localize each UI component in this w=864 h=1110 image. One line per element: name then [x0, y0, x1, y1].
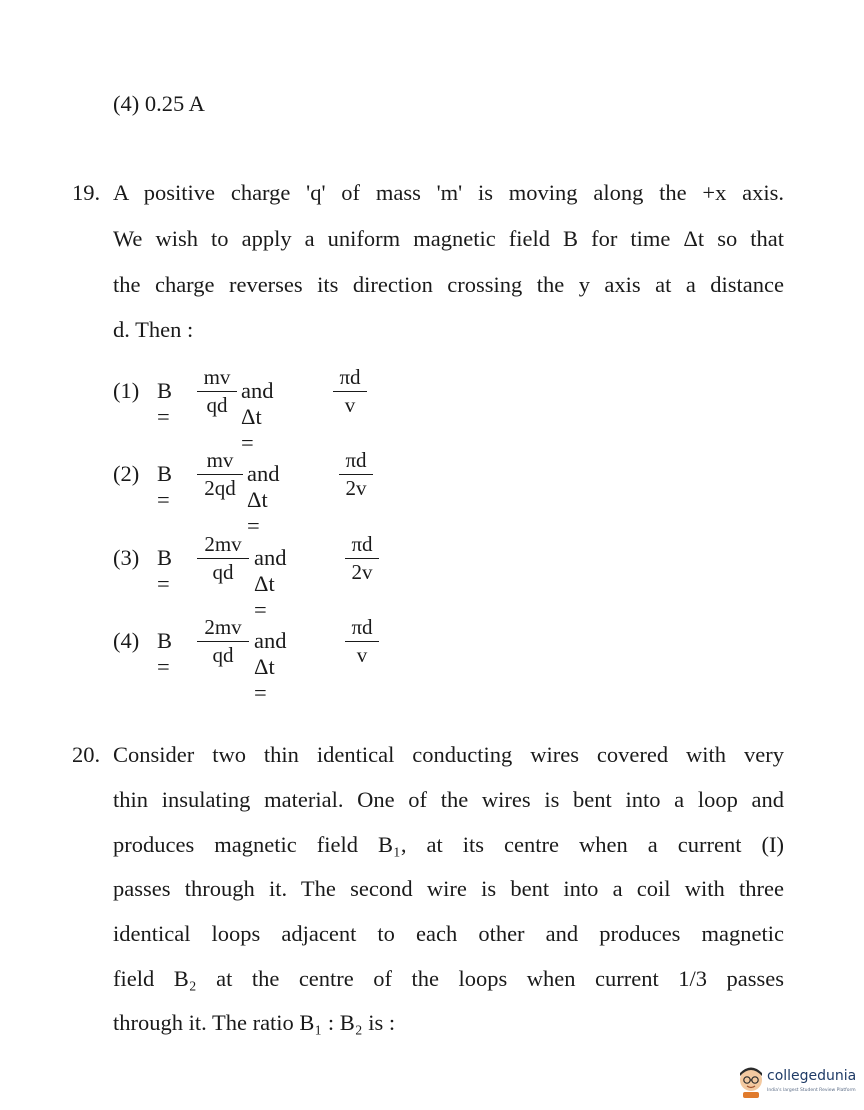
b-fraction: $\frac{2mv}{qd}$ — [197, 614, 249, 669]
and-delta-t: and Δt = — [241, 378, 274, 455]
option-label: (2) — [113, 461, 140, 486]
b-fraction: $\frac{mv}{qd}$ — [197, 364, 237, 419]
question-20-line-3: produces magnetic field B₁, at its centre when a current (I) — [113, 832, 784, 857]
question-20-line-6: field B₂ at the centre of the loops when current 1/3 passes — [113, 966, 784, 991]
collegedunia-logo — [736, 1062, 856, 1102]
b-equals: B = — [157, 628, 173, 679]
and-delta-t: and Δt = — [254, 545, 287, 622]
option-label: (1) — [113, 378, 140, 403]
question-19-line-2: We wish to apply a uniform magnetic field B for time Δt so that — [113, 226, 784, 251]
question-20-line-7: through it. The ratio B₁ : B₂ is : — [113, 1010, 396, 1035]
question-19-line-3: the charge reverses its direction crossing the y axis at a distance — [113, 272, 784, 297]
mascot-icon — [736, 1064, 766, 1098]
question-20-line-4: passes through it. The second wire is bent into a coil with three — [113, 876, 784, 901]
t-fraction: $\frac{\pi d}{v}$ — [333, 364, 367, 419]
logo-brand-text: collegedunia — [767, 1068, 857, 1084]
b-equals: B = — [157, 461, 173, 512]
and-delta-t: and Δt = — [247, 461, 280, 538]
t-fraction: $\frac{\pi d}{2v}$ — [339, 447, 373, 502]
question-19-number: 19. — [72, 180, 101, 205]
b-equals: B = — [157, 545, 173, 596]
logo-tagline: India's largest Student Review Platform — [767, 1088, 856, 1093]
question-19-line-1: A positive charge 'q' of mass 'm' is moving along the +x axis. — [113, 180, 784, 205]
question-20-line-2: thin insulating material. One of the wires is bent into a loop and — [113, 787, 784, 812]
b-fraction: $\frac{2mv}{qd}$ — [197, 531, 249, 586]
t-fraction: $\frac{\pi d}{2v}$ — [345, 531, 379, 586]
question-20-line-1: Consider two thin identical conducting wires covered with very — [113, 742, 784, 767]
question-20-line-5: identical loops adjacent to each other and produces magnetic — [113, 921, 784, 946]
option-label: (4) — [113, 628, 140, 653]
question-19-line-4: d. Then : — [113, 317, 194, 342]
t-fraction: $\frac{\pi d}{v}$ — [345, 614, 379, 669]
and-delta-t: and Δt = — [254, 628, 287, 705]
question-20-number: 20. — [72, 742, 101, 767]
b-fraction: $\frac{mv}{2qd}$ — [197, 447, 243, 502]
b-equals: B = — [157, 378, 173, 429]
option-label: (3) — [113, 545, 140, 570]
previous-option-4: (4) 0.25 A — [113, 91, 205, 116]
